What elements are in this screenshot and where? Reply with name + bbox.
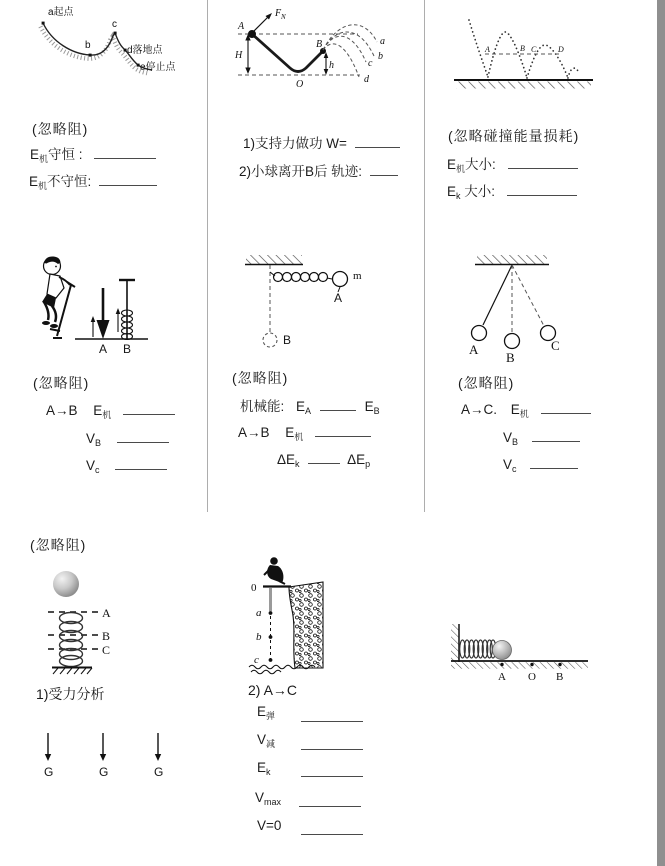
pogo-row3 [86,456,167,475]
A-label: A [238,21,245,32]
G-label: G [44,765,54,779]
point-c-label: c [254,654,259,666]
emech-tail: 大小: [465,157,496,172]
G-label: G [154,765,164,779]
answer-blank [115,456,167,470]
ball-A [333,272,348,287]
springpend-diagram [230,252,420,357]
level-C-label: C [102,643,111,657]
ceiling-hatching [477,255,547,264]
bounce-path-4 [568,68,578,78]
track-curve [252,34,323,72]
etan-label: $E_弹$ [257,704,276,721]
cliff-row-v0 [257,818,363,835]
FN-sub-label: N [281,13,286,21]
track-diagram [228,4,423,104]
pendulum-note: (忽略阻) [458,375,515,391]
falling-ball [53,571,79,597]
emech-sub: 机 [456,164,466,174]
device-B-label: B [123,342,132,356]
boy-shoe-left [42,321,50,325]
v0-label: V=0 [257,818,282,833]
point-c-dot [114,32,117,35]
point-a-dot [269,611,273,615]
eb-label: $E_B$ [364,399,380,416]
pogo-device-A [91,288,110,339]
trajectory-a [323,25,377,50]
ball-B [505,334,520,349]
spring-ball [493,641,512,660]
vertical-spring-diagram [44,606,159,678]
answer-blank [507,182,577,196]
ball-A [472,326,487,341]
emech-base: E [29,174,39,189]
pendulum-row1 [461,400,591,420]
gravity-arrows [40,730,170,780]
trajectory-b-label: b [378,51,383,62]
ballspring-note: (忽略阻) [30,537,87,553]
spring-coils [274,273,328,282]
string-C-dashed [512,265,544,326]
point-A-label: A [498,671,506,682]
H-arrowhead-bottom [245,68,250,75]
bounce-row-ek [447,180,577,201]
pendulum-row2 [503,428,580,447]
B-label: B [316,39,323,50]
FN-label: F [275,8,282,19]
gravity-arrow-1 [44,733,53,779]
point-d-label: d落地点 [127,45,163,56]
point-c-label: c [112,19,117,30]
trajectory-d-label: d [364,74,369,85]
answer-blank [530,455,578,469]
trajectory-b [323,32,374,56]
track-q1-text: 1)支持力做功 W= [243,136,347,151]
device-A-arrowhead [91,316,96,322]
point-B-dot [558,663,561,666]
pogo-row2 [86,429,169,448]
m-label: m [353,270,362,282]
emech-label: $E_机$ [510,402,529,419]
ea-label: $E_A$ [296,399,312,416]
point-c-dot [269,658,273,662]
trajectory-c-label: c [368,58,373,69]
emech-base: $E_机$ [93,403,112,420]
bounce-note: (忽略碰撞能量损耗) [448,128,580,144]
emech-tail: 守恒 : [48,147,83,162]
device-A-label: A [99,342,108,356]
ball-B-dashed [263,333,277,347]
cliff-column [289,582,323,668]
gravity-arrow-2 [99,733,108,779]
A-label: A [469,342,479,357]
slope-diagram [28,2,203,87]
B-label: B [283,333,292,347]
column-divider-1 [207,0,208,512]
trajectory-c [323,36,366,62]
track-q2 [239,160,398,180]
ek-base: E [447,184,457,199]
answer-blank [532,428,580,442]
slope-note: (忽略阻) [32,121,89,137]
answer-blank [299,793,361,807]
ek-tail: 大小: [460,184,496,199]
springpend-row3 [277,450,370,469]
point-a-label: a起点 [48,7,74,18]
vc-label: $V_c$ [86,458,100,475]
ek-label: $E_k$ [257,760,271,777]
wall-hatching [451,624,459,662]
vb-label: $V_B$ [503,430,519,447]
springpend-row1 [240,395,380,416]
device-A-dart [97,320,110,339]
springpend-row2 [238,423,371,443]
track-q1 [243,132,400,152]
bounce-B-label: B [520,44,525,53]
answer-blank [99,172,157,186]
boy-leg-right [52,306,56,322]
bounce-diagram [448,12,608,92]
track-q2-text: 2)小球离开B后 轨迹: [239,164,363,179]
answer-blank [123,401,175,415]
point-O-dot [530,663,533,666]
ground-hatching [451,662,588,669]
string-A [483,265,512,325]
pogo-note: (忽略阻) [33,375,90,391]
cliff-row-v [257,732,363,750]
C-label: C [551,338,560,353]
answer-blank [301,821,363,835]
dep-label: $\Delta E_p$ [347,452,371,469]
cliff-row-etan [257,704,363,722]
slope-row-not-conserved [29,170,157,192]
point-O-label: O [528,671,536,682]
h-arrowhead-bottom [324,69,329,75]
range-label: A→B [46,403,78,418]
device-B-arrowhead [116,308,121,314]
scan-edge-right [657,0,665,866]
v-label: $V_减$ [257,732,276,749]
range-label: A→B [238,425,270,440]
answer-blank [94,145,156,159]
ground-hatching [53,668,92,674]
pendulum-diagram [455,252,590,367]
horizontal-spring-diagram [448,620,598,682]
emech-sub: 机 [38,181,48,191]
vmax-label: $V_{max}$ [255,790,282,807]
point-B-label: B [556,671,564,682]
ceiling-hatching [246,255,302,264]
point-b-label: b [256,631,262,643]
bounce-D-label: D [558,45,564,54]
point-a-dot [42,22,45,25]
bounce-C-label: C [531,45,537,54]
emech-tail: 不守恒: [47,174,92,189]
vb-label: $V_B$ [86,431,102,448]
gravity-arrow-3 [154,733,163,779]
bounce-row-emech [447,153,578,175]
answer-blank [301,708,363,722]
emech-base: E [447,157,457,172]
springpend-note: (忽略阻) [232,370,289,386]
answer-blank [320,397,356,411]
boy-eye [55,266,57,268]
h-label: h [329,60,334,71]
pendulum-row3 [503,455,578,474]
emech-sub: 机 [39,154,49,164]
point-e-label: e停止点 [140,62,176,73]
answer-blank [308,450,340,464]
H-label: H [235,50,243,61]
dek-label: $\Delta E_k$ [277,452,300,469]
point-b-dot [269,635,273,639]
spring-coils [460,640,496,658]
bounce-A-label: A [485,45,490,54]
slope-row-conserved [30,143,156,165]
B-label: B [506,350,515,365]
boy-figure [42,256,75,338]
pogo-device-B [116,280,135,340]
cliff-diagram [245,548,357,678]
trajectory-a-label: a [380,36,385,47]
point-A-dot [500,663,503,666]
force-analysis-heading: 1)受力分析 [36,686,105,702]
spring-coils [60,613,83,667]
answer-blank [301,763,363,777]
point-a-label: a [256,607,262,619]
level-A-label: A [102,606,111,620]
ground-hatching [456,82,591,89]
cliff-q2: 2) A→C [248,682,298,698]
G-label: G [99,765,109,779]
cliff-row-ek [257,760,363,777]
point-b-label: b [85,40,91,51]
pogo-diagram [30,250,190,358]
pogo-row1 [46,401,175,421]
emech-label: $E_机$ [285,425,304,442]
emech-base: E [30,147,40,162]
cliff-row-vmax [255,790,361,807]
answer-blank [541,400,591,414]
answer-blank [508,155,578,169]
answer-blank [315,423,371,437]
vc-label: $V_c$ [503,457,517,474]
diver-figure [264,557,285,584]
A-label: A [334,291,343,305]
point-b-dot [89,54,92,57]
column-divider-2 [424,0,425,512]
range-label: A→C. [461,402,498,417]
answer-blank [370,162,398,176]
boy-shoe-right [50,324,58,328]
point-0-label: 0 [251,582,257,594]
ek-sub: k [456,191,461,201]
bounce-path-2 [488,32,527,78]
answer-blank [355,134,400,148]
O-label: O [296,79,304,90]
level-B-label: B [102,629,111,643]
water-wave-2 [251,670,281,674]
mech-energy-label: 机械能: [240,399,285,414]
ball-A-dot [248,30,256,38]
answer-blank [301,736,363,750]
answer-blank [117,429,169,443]
